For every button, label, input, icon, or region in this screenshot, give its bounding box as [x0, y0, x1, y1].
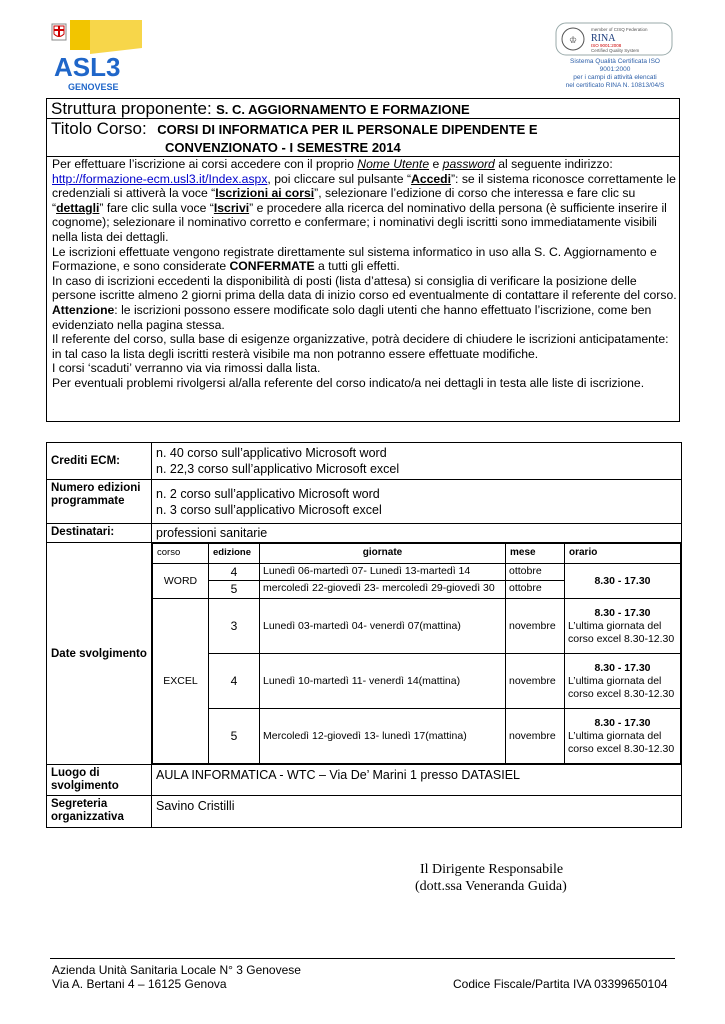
crediti-value: n. 40 corso sull’applicativo Microsoft word n. 22,3 corso sull’applicativo Microsoft excel [152, 443, 682, 480]
svg-text:ASL3: ASL3 [54, 52, 121, 82]
instructions-paragraph-3: In caso di iscrizioni eccedenti la disponibilità di posti (lista d’attesa) si consiglia di verificare la posizione delle persone iscritte almeno 2 giorni prima della data di inizio corso ed eventualmente di contattare il referente del corso. [52, 273, 677, 303]
segreteria-label: Segreteria organizzativa [47, 796, 152, 828]
header-orario: orario [565, 544, 681, 564]
footer-divider [50, 958, 675, 959]
svg-text:ISO 9001:2008: ISO 9001:2008 [591, 43, 622, 48]
mese-value: ottobre [506, 564, 565, 581]
header-mese: mese [506, 544, 565, 564]
mese-value: novembre [506, 709, 565, 764]
instructions-paragraph-7: Per eventuali problemi rivolgersi al/alla referente del corso indicato/a nei dettagli in testa alle liste di iscrizione. [52, 375, 645, 390]
instructions-paragraph-6: I corsi ‘scaduti’ verranno via via rimossi dalla lista. [52, 361, 321, 376]
footer-address: Via A. Bertani 4 – 16125 Genova [52, 977, 227, 991]
giornate-value: Lunedì 06-martedì 07- Lunedì 13-martedì 14 [260, 564, 506, 581]
struttura-label: Struttura proponente: [51, 99, 212, 118]
luogo-row [47, 765, 682, 796]
edizioni-row [47, 480, 682, 524]
header-corso: corso [153, 544, 209, 564]
segreteria-row [47, 796, 682, 828]
schedule-row [153, 599, 681, 654]
orario-value: 8.30 - 17.30 [594, 716, 651, 729]
iscrivi-term: Iscrivi [213, 200, 250, 215]
course-word: WORD [153, 564, 209, 599]
orario-cell [565, 709, 681, 764]
giornate-value: Mercoledì 12-giovedì 13- lunedì 17(mattina) [260, 709, 506, 764]
struttura-row [47, 99, 679, 119]
svg-text:RINA: RINA [591, 33, 616, 44]
orario-note: L’ultima giornata del corso excel 8.30-12.30 [568, 619, 675, 645]
struttura-value: S. C. AGGIORNAMENTO E FORMAZIONE [216, 102, 470, 117]
luogo-label: Luogo di svolgimento [47, 765, 152, 796]
titolo-value-line2: CONVENZIONATO - I SEMESTRE 2014 [165, 140, 401, 155]
giornate-value: mercoledì 22-giovedì 23- mercoledì 29-giovedì 30 [260, 581, 506, 599]
crediti-row [47, 443, 682, 480]
dettagli-term: dettagli [56, 200, 100, 215]
segreteria-value: Savino Cristilli [152, 796, 682, 828]
edizioni-label: Numero edizioni programmate [47, 480, 152, 524]
orario-cell [565, 654, 681, 709]
course-excel: EXCEL [153, 599, 209, 764]
orario-cell [565, 599, 681, 654]
giornate-value: Lunedì 10-martedì 11- venerdì 14(mattina) [260, 654, 506, 709]
schedule-header-row [153, 544, 681, 564]
accedi-term: Accedi [411, 171, 451, 186]
svg-text:Certified Quality System: Certified Quality System [591, 48, 640, 53]
instructions-paragraph-2: Le iscrizioni effettuate vengono registrate direttamente sul sistema informatico in uso alla S. C. Aggiornamento e Formazione, e sono considerate CONFERMATE a tutti gli effetti. [52, 244, 657, 274]
edition-number: 5 [209, 581, 260, 599]
svg-text:GENOVESE: GENOVESE [68, 82, 119, 92]
destinatari-label: Destinatari: [47, 524, 152, 543]
password-term: password [442, 157, 495, 171]
asl3-logo [50, 20, 142, 96]
date-label: Date svolgimento [47, 543, 152, 765]
destinatari-value: professioni sanitarie [152, 524, 682, 543]
footer-organization: Azienda Unità Sanitaria Locale N° 3 Genovese [52, 963, 301, 977]
titolo-row [47, 119, 679, 157]
orario-value: 8.30 - 17.30 [565, 564, 681, 599]
svg-text:member of CISQ Federation: member of CISQ Federation [591, 27, 648, 32]
footer-fiscal-code: Codice Fiscale/Partita IVA 03399650104 [453, 977, 668, 991]
nome-utente-term: Nome Utente [357, 157, 430, 171]
titolo-label: Titolo Corso: [51, 119, 147, 138]
attenzione-term: Attenzione [52, 302, 115, 317]
orario-note: L’ultima giornata del corso excel 8.30-12.30 [568, 674, 675, 700]
date-row [47, 543, 682, 765]
schedule-cell [152, 543, 682, 765]
course-details-table [46, 442, 682, 828]
orario-note: L’ultima giornata del corso excel 8.30-12.30 [568, 729, 675, 755]
instructions-paragraph-4: Attenzione: le iscrizioni possono essere modificate solo dagli utenti che hanno effettuato l’iscrizione, come ben evidenziato nella pagina stessa. [52, 302, 652, 332]
header-edizione: edizione [209, 544, 260, 564]
signature-name: (dott.ssa Veneranda Guida) [415, 879, 567, 894]
rina-certification-note: Sistema Qualità Certificata ISO 9001:2000 per i campi di attività elencati nel certificato RINA N. 10813/04/S [565, 58, 665, 89]
schedule-row [153, 654, 681, 709]
giornate-value: Lunedì 03-martedì 04- venerdì 07(mattina) [260, 599, 506, 654]
formazione-link[interactable]: http://formazione-ecm.usl3.it/Index.aspx [52, 171, 268, 186]
edizioni-value: n. 2 corso sull’applicativo Microsoft word n. 3 corso sull’applicativo Microsoft excel [152, 480, 682, 524]
schedule-table [152, 543, 681, 764]
instructions-paragraph-1: Per effettuare l’iscrizione ai corsi accedere con il proprio Nome Utente e password al seguente indirizzo: http://formazione-ecm.usl3.it/Index.aspx, poi cliccare sul pulsante “Accedi”: se il sistema riconosce correttamente le credenziali si attiverà la voce “Iscrizioni ai corsi”, selezionare l’edizione di corso che interessa e fare clic su “dettagli” fare clic sulla voce “Iscrivi” e procedere alla ricerca del nominativo della persona (è sufficiente inserire il cognome); selezionare il nominativo corretto e confermare; i nominativi degli iscritti sono immediatamente visibili nella lista dei dettagli. [52, 157, 676, 244]
crediti-label: Crediti ECM: [47, 443, 152, 480]
destinatari-row [47, 524, 682, 543]
edition-number: 4 [209, 564, 260, 581]
mese-value: novembre [506, 599, 565, 654]
edition-number: 4 [209, 654, 260, 709]
mese-value: novembre [506, 654, 565, 709]
titolo-value-line1: CORSI DI INFORMATICA PER IL PERSONALE DIPENDENTE E [157, 122, 538, 137]
instructions-text [52, 157, 677, 391]
header-giornate: giornate [260, 544, 506, 564]
schedule-row [153, 564, 681, 581]
edition-number: 5 [209, 709, 260, 764]
instructions-paragraph-5: Il referente del corso, sulla base di esigenze organizzative, potrà decidere di chiudere le iscrizioni anticipatamente: in tal caso la lista degli iscritti resterà visibile ma non potranno essere effettuate modifiche. [52, 332, 669, 361]
schedule-row [153, 709, 681, 764]
orario-value: 8.30 - 17.30 [594, 661, 651, 674]
iscrizioni-term: Iscrizioni ai corsi [215, 186, 315, 201]
orario-value: 8.30 - 17.30 [594, 606, 651, 619]
edition-number: 3 [209, 599, 260, 654]
luogo-value: AULA INFORMATICA - WTC – Via De’ Marini 1 presso DATASIEL [152, 765, 682, 796]
confermate-term: CONFERMATE [229, 259, 315, 274]
svg-text:♔: ♔ [568, 35, 578, 45]
mese-value: ottobre [506, 581, 565, 599]
signature-title: Il Dirigente Responsabile [420, 862, 564, 877]
